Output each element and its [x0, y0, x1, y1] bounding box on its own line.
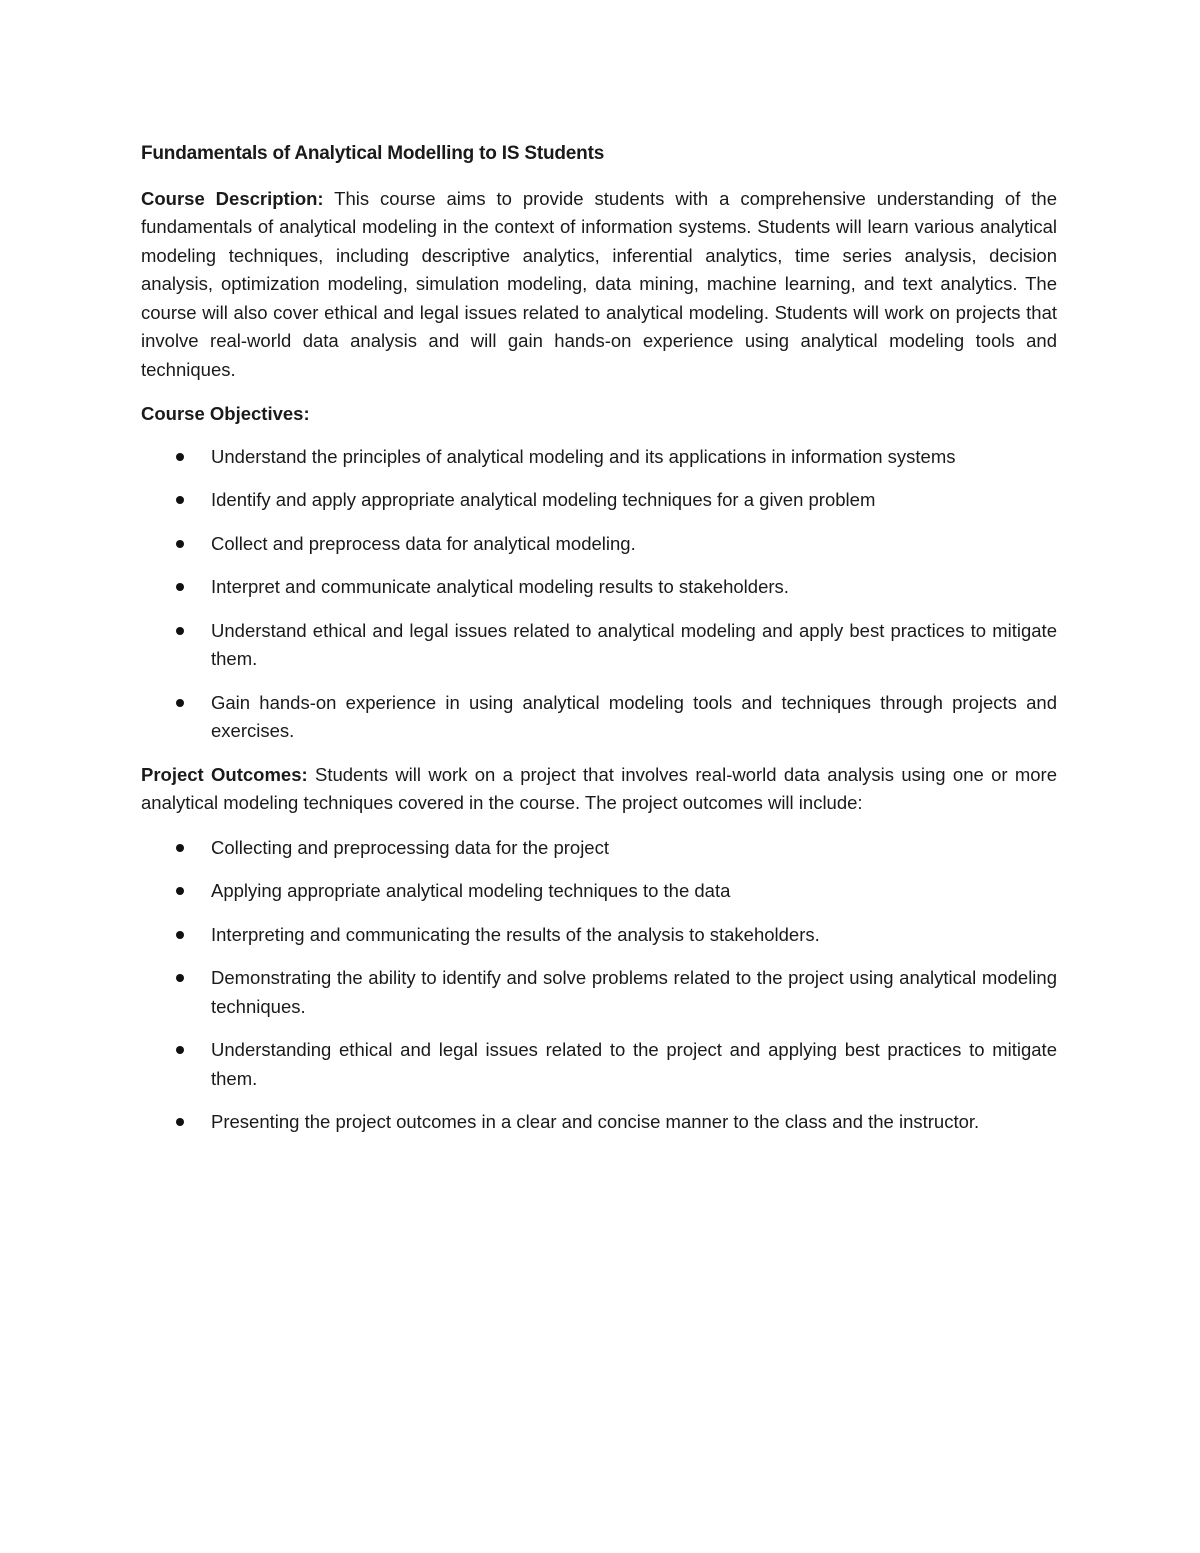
- list-item: [141, 486, 1057, 515]
- project-outcomes-paragraph: [141, 761, 1057, 818]
- list-item: [141, 689, 1057, 746]
- list-item-text: Interpreting and communicating the results of the analysis to stakeholders.: [211, 923, 820, 945]
- course-description-text: This course aims to provide students with a comprehensive understanding of the fundamentals of analytical modeling in the context of information systems. Students will learn various analytical modeling techniques, including descriptive analytics, inferential analytics, time series analysis, decision analysis, optimization modeling, simulation modeling, data mining, machine learning, and text analytics. The course will also cover ethical and legal issues related to analytical modeling. Students will work on projects that involve real-world data analysis and will gain hands-on experience using analytical modeling tools and techniques.: [141, 187, 1057, 380]
- list-item-text: Collecting and preprocessing data for the project: [211, 836, 609, 858]
- list-item: [141, 964, 1057, 1021]
- bullet-icon: [176, 1118, 184, 1126]
- bullet-icon: [176, 496, 184, 504]
- list-item: [141, 921, 1057, 950]
- list-item-text: Demonstrating the ability to identify and solve problems related to the project using analytical modeling techniques.: [211, 967, 1057, 1017]
- bullet-icon: [176, 931, 184, 939]
- bullet-icon: [176, 974, 184, 982]
- list-item: [141, 443, 1057, 472]
- project-outcomes-text: Students will work on a project that involves real-world data analysis using one or more analytical modeling techniques covered in the course. The project outcomes will include:: [141, 763, 1057, 813]
- list-item-text: Understand ethical and legal issues related to analytical modeling and apply best practices to mitigate them.: [211, 619, 1057, 669]
- project-outcomes-label: Project Outcomes:: [141, 763, 308, 785]
- list-item-text: Collect and preprocess data for analytical modeling.: [211, 532, 636, 554]
- document-body: [141, 140, 1057, 1152]
- list-item: [141, 877, 1057, 906]
- bullet-icon: [176, 1046, 184, 1054]
- list-item-text: Gain hands-on experience in using analytical modeling tools and techniques through projects and exercises.: [211, 691, 1057, 741]
- bullet-icon: [176, 627, 184, 635]
- list-item-text: Identify and apply appropriate analytical modeling techniques for a given problem: [211, 489, 876, 510]
- list-item: [141, 1108, 1057, 1137]
- list-item-text: Understand the principles of analytical modeling and its applications in information systems: [211, 445, 956, 467]
- bullet-icon: [176, 887, 184, 895]
- course-objectives-list: [141, 443, 1057, 746]
- document-title: Fundamentals of Analytical Modelling to IS Students: [141, 143, 605, 164]
- bullet-icon: [176, 453, 184, 461]
- list-item-text: Interpret and communicate analytical modeling results to stakeholders.: [211, 576, 789, 597]
- list-item: [141, 530, 1057, 559]
- bullet-icon: [176, 540, 184, 548]
- list-item: [141, 1036, 1057, 1093]
- course-description-paragraph: [141, 185, 1057, 385]
- course-description-label: Course Description:: [141, 187, 324, 209]
- project-outcomes-list: [141, 834, 1057, 1137]
- list-item: [141, 573, 1057, 602]
- bullet-icon: [176, 844, 184, 852]
- list-item: [141, 617, 1057, 674]
- list-item-text: Applying appropriate analytical modeling techniques to the data: [211, 880, 731, 901]
- list-item-text: Understanding ethical and legal issues related to the project and applying best practices to mitigate them.: [211, 1039, 1057, 1089]
- list-item-text: Presenting the project outcomes in a clear and concise manner to the class and the instructor.: [211, 1111, 980, 1132]
- bullet-icon: [176, 583, 184, 591]
- list-item: [141, 834, 1057, 863]
- bullet-icon: [176, 699, 184, 707]
- course-objectives-heading: Course Objectives:: [141, 403, 310, 424]
